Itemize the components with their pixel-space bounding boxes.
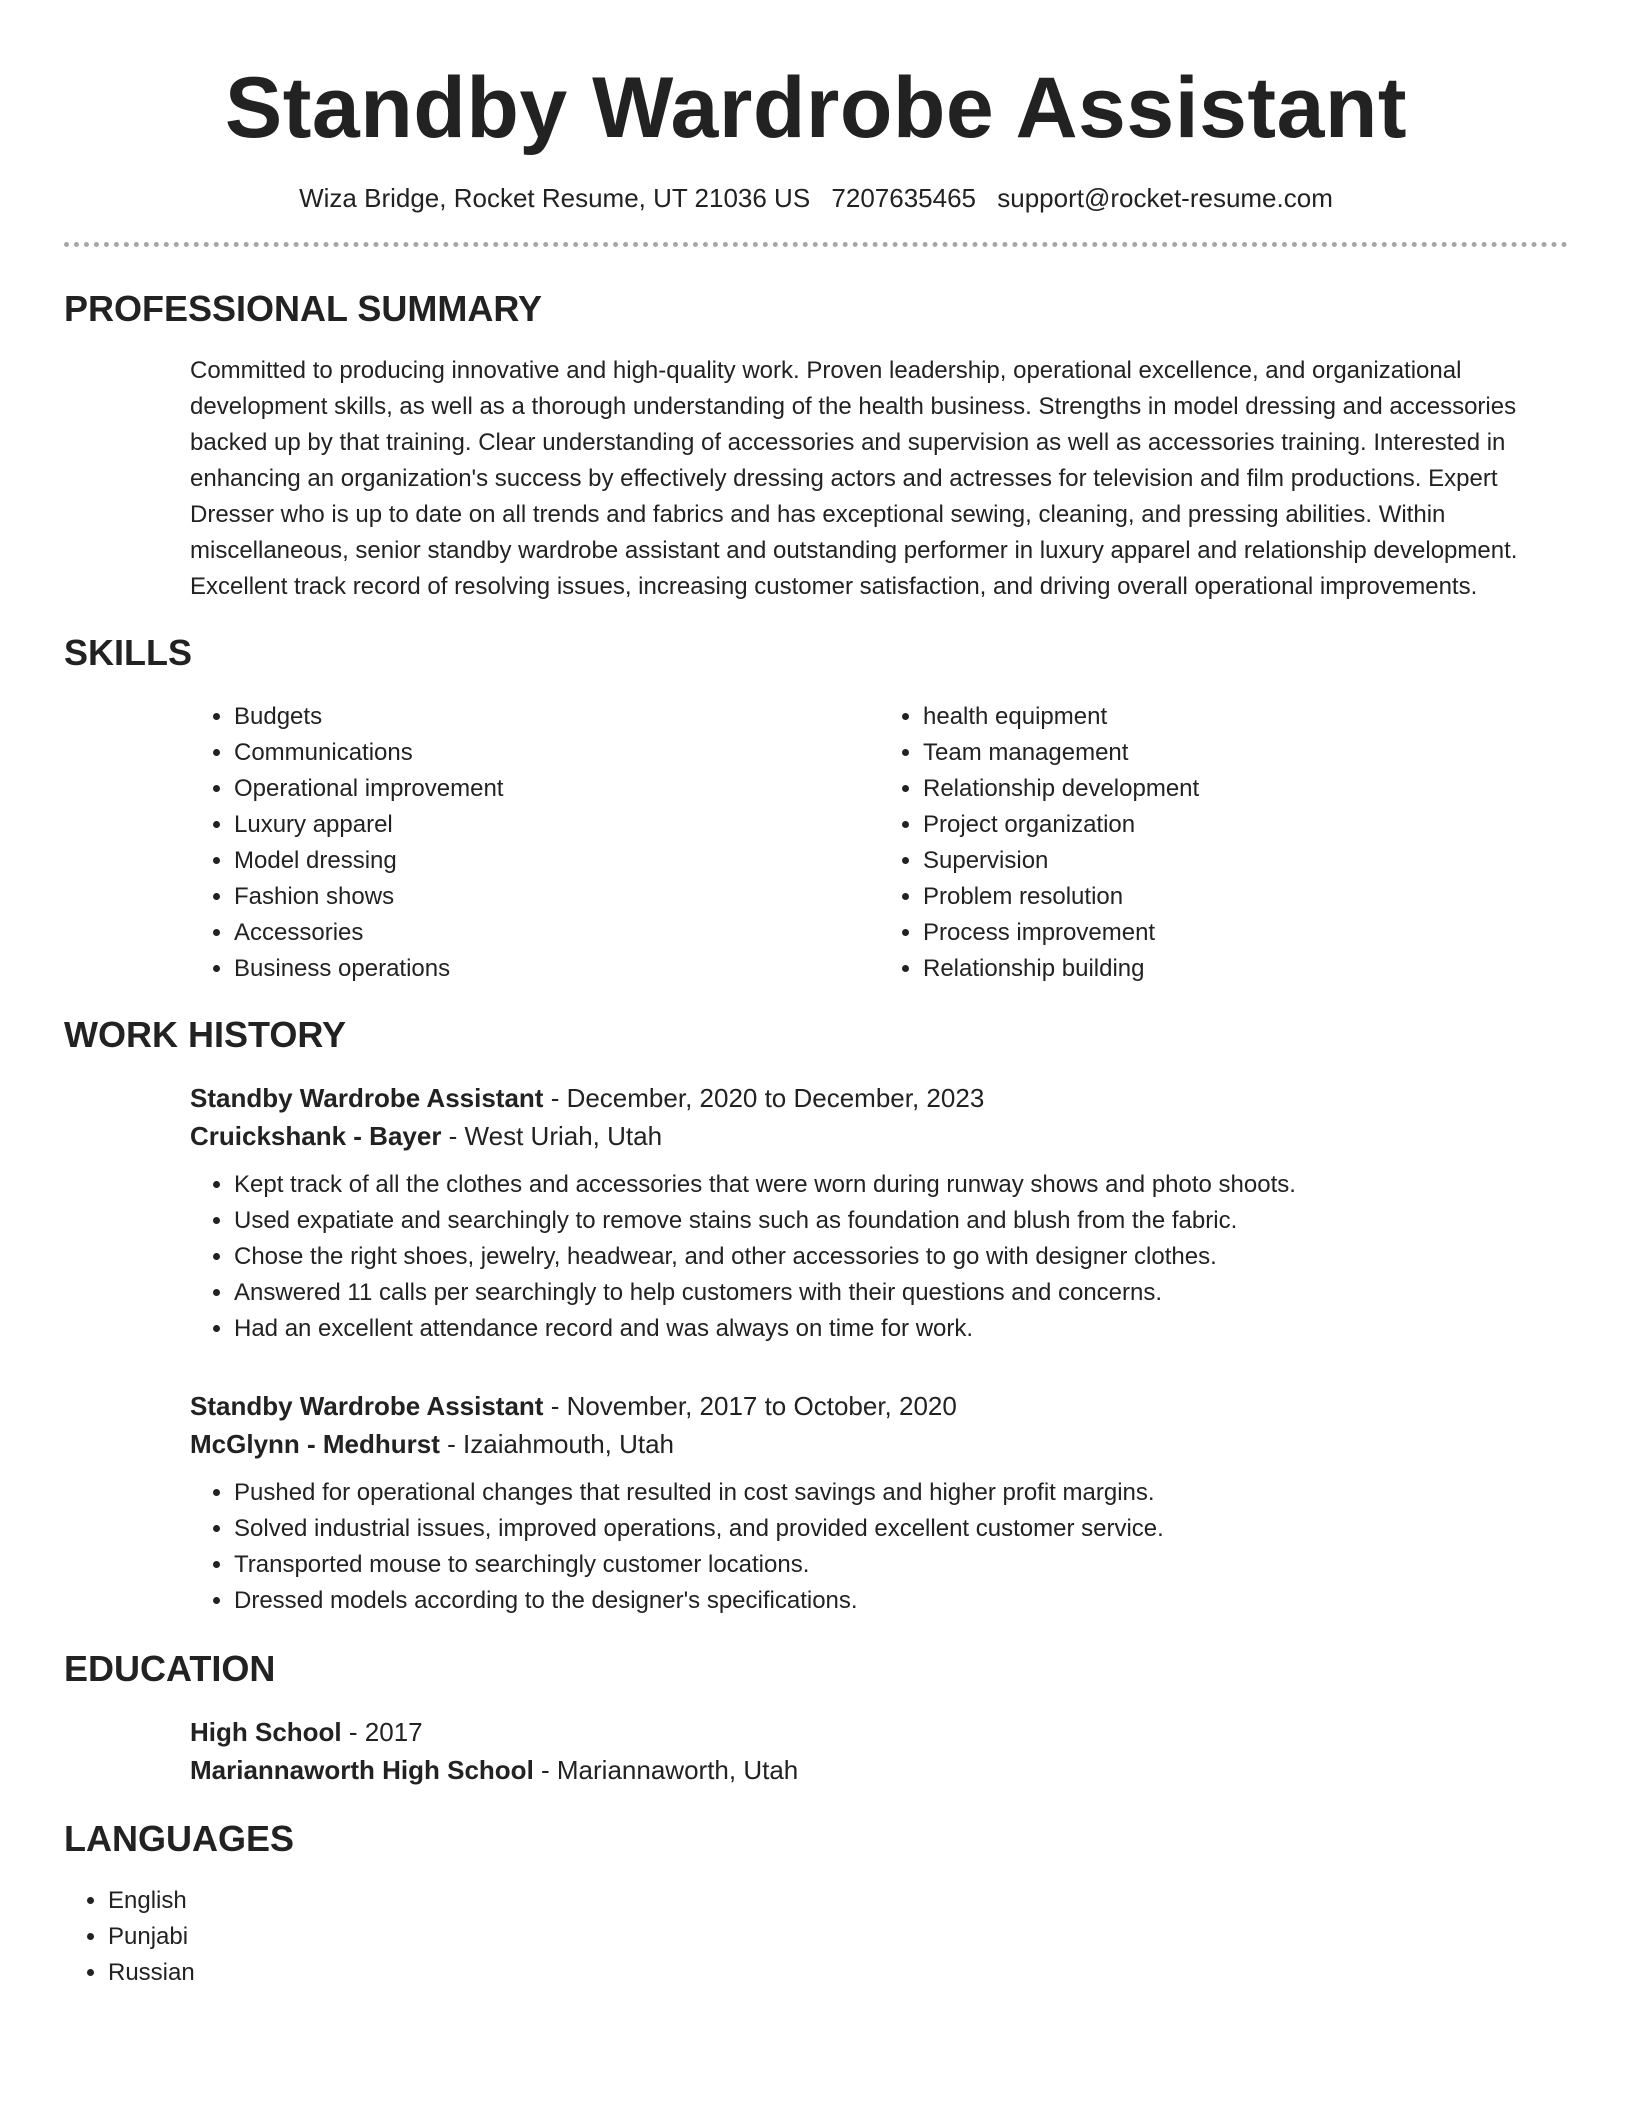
job-duty: • Pushed for operational changes that resulted in cost savings and higher profit margins. [234,1475,1568,1511]
skill-item: • Relationship building [923,951,1568,987]
resume-name: Standby Wardrobe Assistant [224,60,1408,156]
contact-address: Wiza Bridge, Rocket Resume, UT 21036 US [299,183,811,213]
contact-phone: 7207635465 [831,183,977,213]
job-title-line [190,1079,1568,1117]
header-divider [64,242,1568,247]
education-location: - Mariannaworth, Utah [533,1755,799,1785]
job-company-line [190,1425,1568,1463]
education-degree: High School [190,1717,342,1747]
skill-item: • Luxury apparel [234,807,879,843]
job-duty: • Kept track of all the clothes and accessories that were worn during runway shows and photo shoots. [234,1167,1568,1203]
skills-column-right [879,699,1568,987]
skill-item: • Problem resolution [923,879,1568,915]
job-duties [190,1167,1568,1347]
job-company-line [190,1117,1568,1155]
skill-item: • Business operations [234,951,879,987]
contact-line [64,180,1568,216]
language-item: • Punjabi [108,1919,1568,1955]
job-role: Standby Wardrobe Assistant [190,1083,544,1113]
education-school-line [190,1751,1568,1789]
skill-item: • Process improvement [923,915,1568,951]
skills-column-left [190,699,879,987]
skill-item: • Communications [234,735,879,771]
section-title-skills: SKILLS [64,632,193,673]
skill-item: • Project organization [923,807,1568,843]
education-degree-line [190,1713,1568,1751]
skill-item: • Fashion shows [234,879,879,915]
skill-item: • Supervision [923,843,1568,879]
job-duty: • Dressed models according to the designer's specifications. [234,1583,1568,1619]
languages-list [64,1883,1568,1991]
skill-item: • Model dressing [234,843,879,879]
skills-list [190,699,1568,987]
skill-item: • Operational improvement [234,771,879,807]
education-year: - 2017 [341,1717,423,1747]
job-title-line [190,1387,1568,1425]
job-duties [190,1475,1568,1619]
skill-item: • health equipment [923,699,1568,735]
job-entry [190,1079,1568,1347]
job-duty: • Transported mouse to searchingly customer locations. [234,1547,1568,1583]
job-duty: • Used expatiate and searchingly to remove stains such as foundation and blush from the fabric. [234,1203,1568,1239]
job-duty: • Answered 11 calls per searchingly to help customers with their questions and concerns. [234,1275,1568,1311]
job-duty: • Chose the right shoes, jewelry, headwear, and other accessories to go with designer clothes. [234,1239,1568,1275]
section-title-education: EDUCATION [64,1648,276,1689]
job-company: Cruickshank - Bayer [190,1121,442,1151]
contact-email: support@rocket-resume.com [997,183,1333,213]
skill-item: • Team management [923,735,1568,771]
language-item: • Russian [108,1955,1568,1991]
job-dates: - November, 2017 to October, 2020 [543,1391,957,1421]
job-entry [190,1387,1568,1619]
job-duty: • Had an excellent attendance record and was always on time for work. [234,1311,1568,1347]
job-location: - Izaiahmouth, Utah [439,1429,675,1459]
job-role: Standby Wardrobe Assistant [190,1391,544,1421]
job-location: - West Uriah, Utah [441,1121,663,1151]
job-duty: • Solved industrial issues, improved operations, and provided excellent customer service. [234,1511,1568,1547]
section-title-work: WORK HISTORY [64,1014,347,1055]
skill-item: • Budgets [234,699,879,735]
skill-item: • Accessories [234,915,879,951]
section-title-languages: LANGUAGES [64,1818,295,1859]
skill-item: • Relationship development [923,771,1568,807]
education-entry [190,1713,1568,1789]
summary-text: Committed to producing innovative and high-quality work. Proven leadership, operational excellence, and organizational development skills, as well as a thorough understanding of the health business. Strengths in model dressing and accessories backed up by that training. Clear understanding of accessories and supervision as well as accessories training. Interested in enhancing an organization's success by effectively dressing actors and actresses for television and film productions. Expert Dresser who is up to date on all trends and fabrics and has exceptional sewing, cleaning, and pressing abilities. Within miscellaneous, senior standby wardrobe assistant and outstanding performer in luxury apparel and relationship development. Excellent track record of resolving issues, increasing customer satisfaction, and driving overall operational improvements. [190,357,1518,600]
job-company: McGlynn - Medhurst [190,1429,440,1459]
education-school: Mariannaworth High School [190,1755,534,1785]
section-title-summary: PROFESSIONAL SUMMARY [64,288,543,329]
language-item: • English [108,1883,1568,1919]
job-dates: - December, 2020 to December, 2023 [543,1083,985,1113]
